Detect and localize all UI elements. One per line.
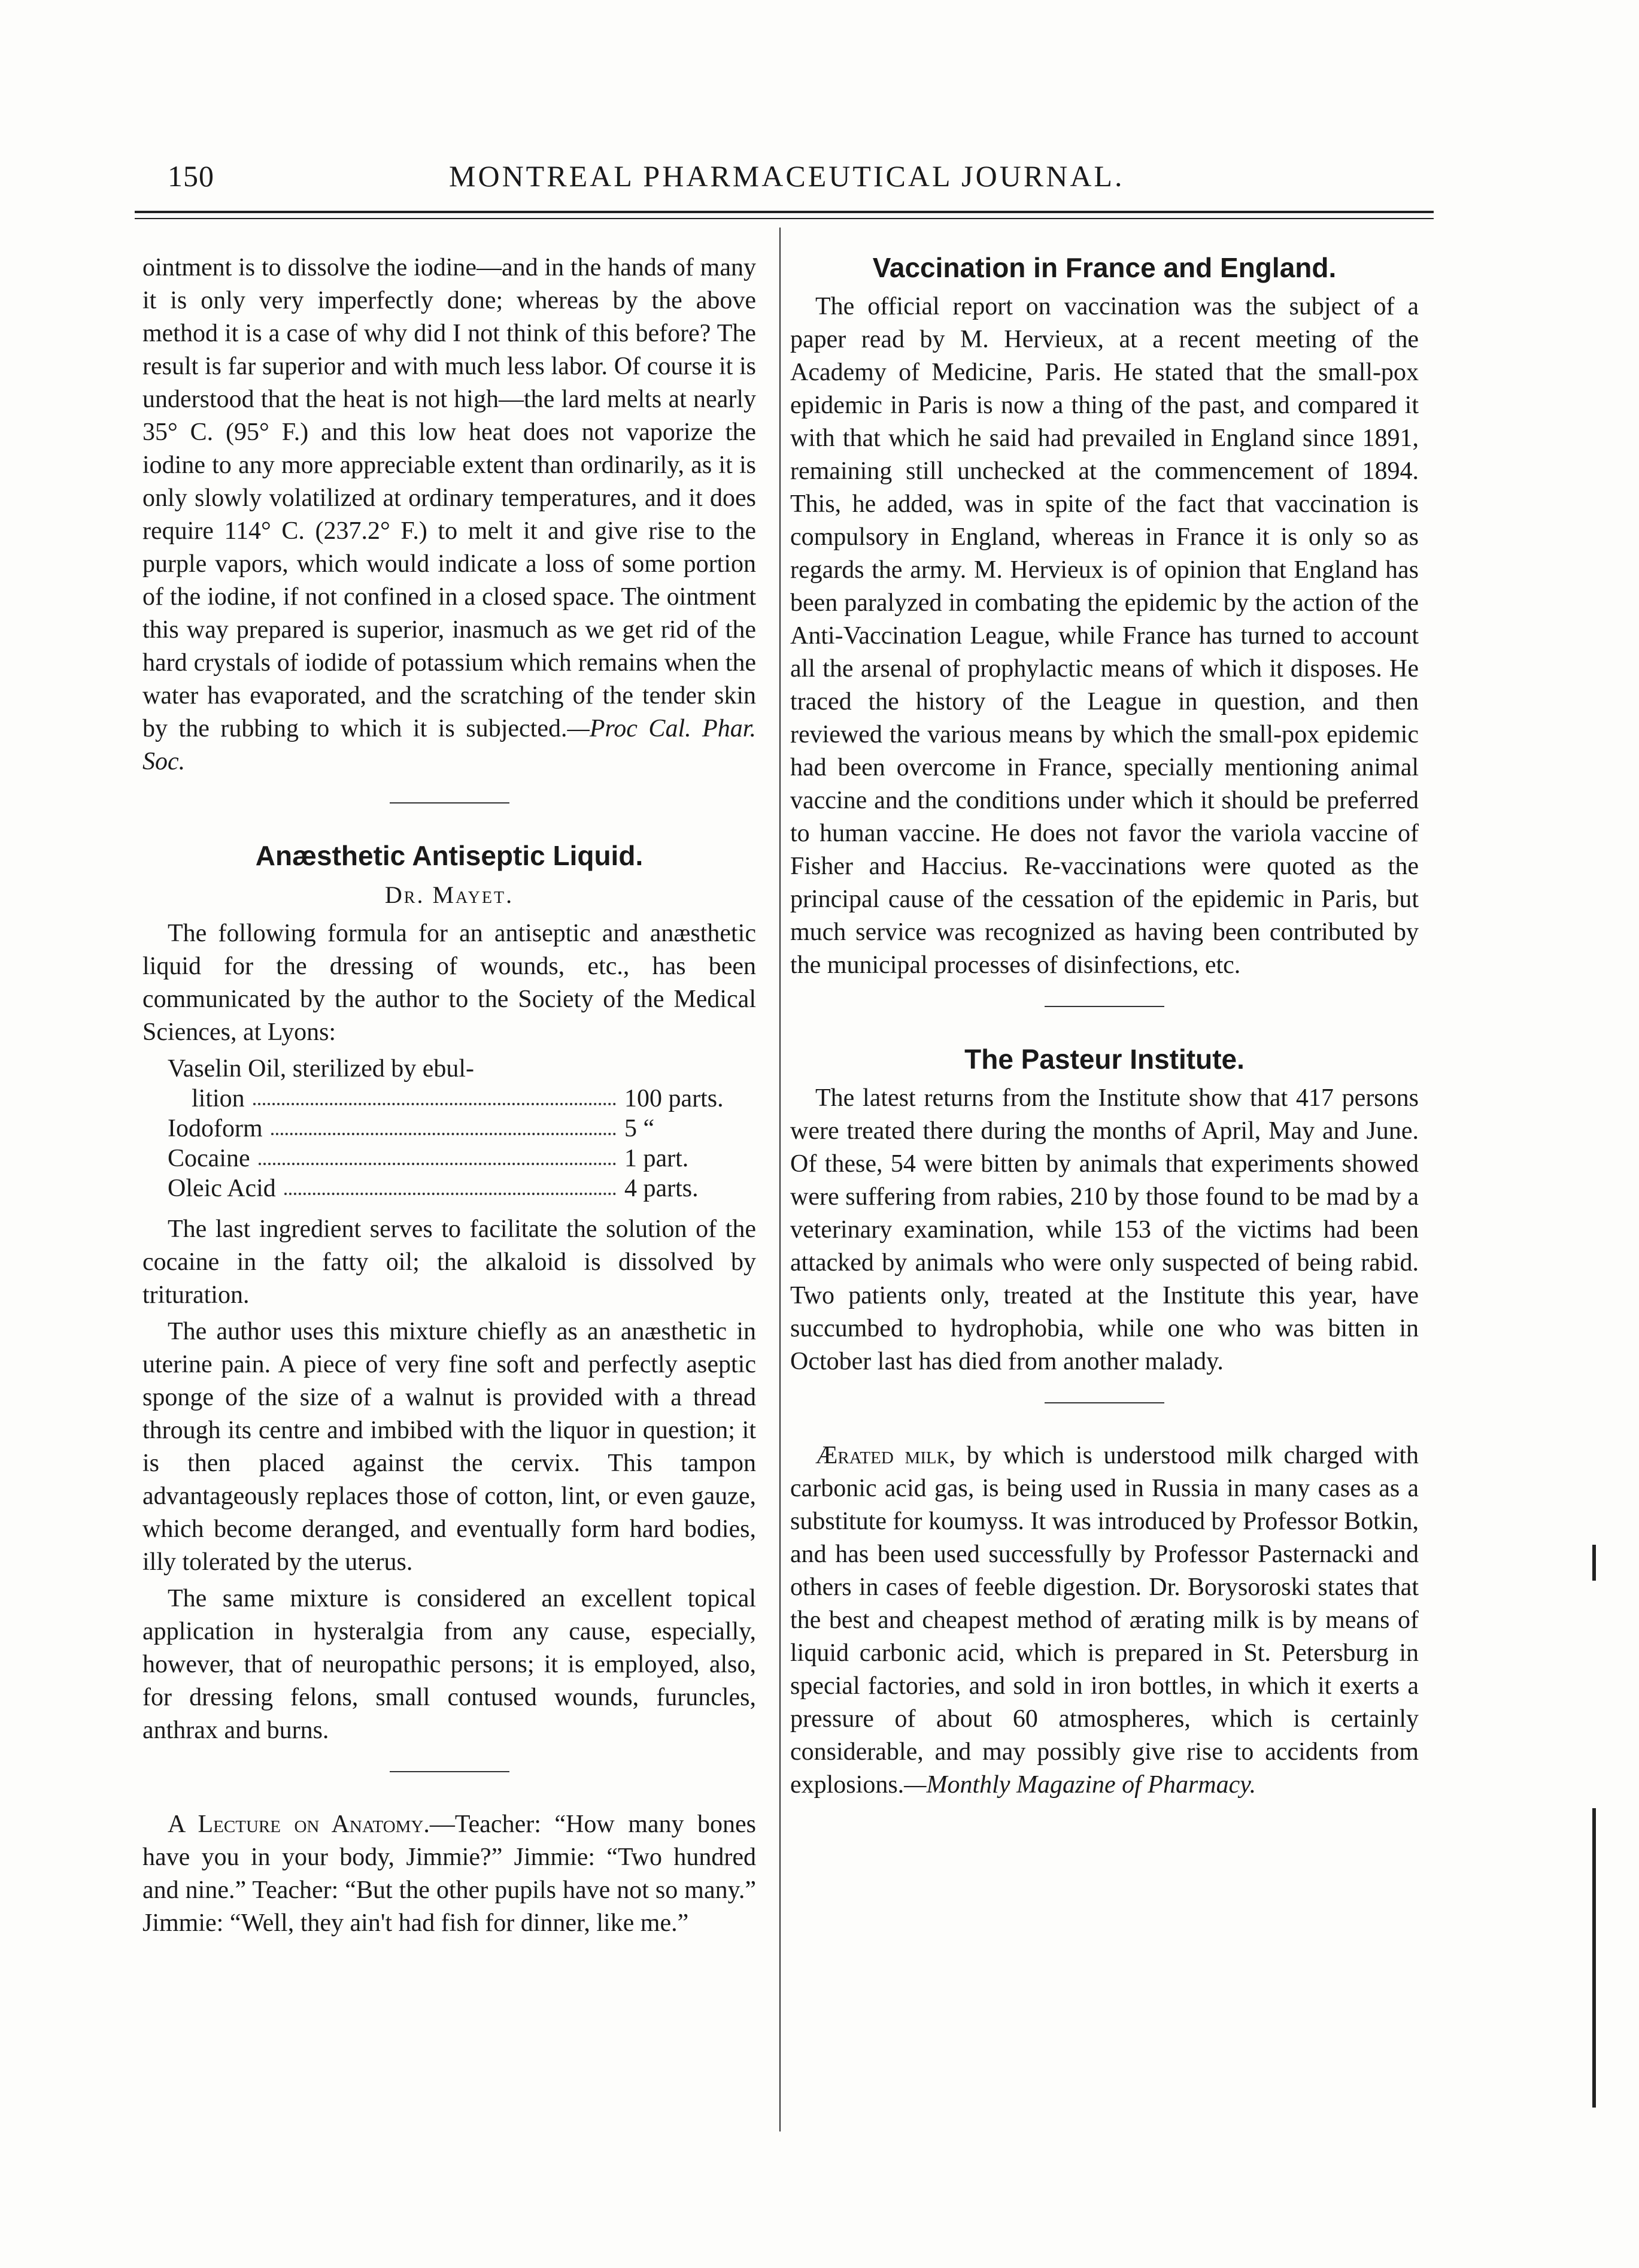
leader-dots <box>284 1174 616 1195</box>
header-rule <box>135 211 1434 213</box>
section-separator <box>1045 1402 1164 1403</box>
ointment-text: ointment is to dissolve the iodine—and in the hands of many it is only very imperfectly done; whereas by the above method it is a case of why did I not think of this before? The result is far superior and with much less labor. Of course it is understood that the heat is not high—the lard melts at nearly 35° C. (95° F.) and this low heat does not vaporize the iodine to any more appreciable extent than ordinarily, as it is only slowly volatilized at ordinary temperatures, and it does require 114° C. (237.2° F.) to melt it and give rise to the purple vapors, which would indicate a loss of some portion of the iodine, if not confined in a closed space. The ointment this way prepared is superior, inasmuch as we get rid of the hard crystals of iodide of potassium which remains when the water has evaporated, and the scratching of the tender skin by the rubbing to which it is subjected. <box>142 254 756 742</box>
anaesthetic-intro: The following formula for an antiseptic and anæsthetic liquid for the dressing of wounds, etc., has been communicated by the author to the Society of the Medical Sciences, at Lyons: <box>142 920 756 1046</box>
section-separator <box>1045 1006 1164 1007</box>
page-number: 150 <box>168 159 214 193</box>
anatomy-paragraph <box>142 1808 756 1940</box>
formula-item: lition <box>192 1085 245 1112</box>
vaccination-text: The official report on vaccination was the subject of a paper read by M. Hervieux, at a recent meeting of the Academy of Medicine, Paris. He stated that the small-pox epidemic in Paris is now a thing of the past, and compared it with that which he said had prevailed in England since 1891, remaining still unchecked at the commencement of 1894. This, he added, was in spite of the fact that vaccination is compulsory in England, whereas in France it is only so as regards the army. M. Hervieux is of opinion that England has been paralyzed in combating the epidemic by the action of the Anti-Vaccination League, while France has turned to account all the arsenal of prophylactic means of which it disposes. He traced the history of the League in question, and then reviewed the various means by which the small-pox epidemic had been overcome in France, specially mentioning animal vaccine and the conditions under which it should be preferred to human vaccine. He does not favor the variola vaccine of Fisher and Haccius. Re-vaccinations were quoted as the principal cause of the cessation of the epidemic in Paris, but much service was recognized as having been contributed by the municipal processes of disinfections, etc. <box>790 293 1419 979</box>
formula-item: Vaselin Oil, sterilized by ebul- <box>168 1055 475 1083</box>
ointment-source: —Proc Cal. Phar. Soc. <box>142 715 756 775</box>
formula-row <box>168 1144 756 1174</box>
leader-dots <box>271 1114 616 1135</box>
formula-item: Iodoform <box>168 1115 263 1142</box>
anaesthetic-para-1: The last ingredient serves to facilitate the solution of the cocaine in the fatty oil; the alkaloid is dissolved by trituration. <box>142 1215 756 1309</box>
pasteur-heading: The Pasteur Institute. <box>964 1044 1245 1075</box>
column-divider <box>779 228 781 2131</box>
formula-table <box>142 1054 756 1203</box>
formula-qty: 4 parts. <box>624 1175 699 1202</box>
pasteur-text: The latest returns from the Institute show that 417 persons were treated there during the months of April, May and June. Of these, 54 were bitten by animals that experiments showed were suffering from rabies, 210 by those found to be mad by a veterinary examination, while 153 of the victims had been attacked by animals who were only suspected of being rabid. Two patients only, treated at the Institute this year, have succumbed to hydrophobia, while one who was bitten in October last has died from another malady. <box>790 1084 1419 1375</box>
formula-item: Cocaine <box>168 1145 250 1172</box>
anaesthetic-para-3: The same mixture is considered an excellent topical application in hysteralgia from any cause, especially, however, that of neuropathic persons; it is employed, also, for dressing felons, small contused wounds, furuncles, anthrax and burns. <box>142 1585 756 1744</box>
aerated-source: —Monthly Magazine of Pharmacy. <box>904 1771 1256 1799</box>
formula-row <box>168 1114 756 1144</box>
margin-mark <box>1592 1545 1596 1581</box>
anaesthetic-para-2: The author uses this mixture chiefly as an anæsthetic in uterine pain. A piece of very fine soft and perfectly aseptic sponge of the size of a walnut is provided with a thread through its centre and imbibed with the liquor in question; it is then placed against the cervix. This tampon advantageously replaces those of cotton, lint, or even gauze, which become deranged, and eventually form hard bodies, illy tolerated by the uterus. <box>142 1318 756 1576</box>
section-separator <box>390 1771 509 1772</box>
anaesthetic-author: Dr. Mayet. <box>384 881 514 908</box>
ointment-paragraph <box>142 251 756 778</box>
formula-qty: 100 parts. <box>624 1085 724 1112</box>
formula-qty: 5 “ <box>624 1115 655 1142</box>
right-column <box>790 251 1419 1805</box>
page-header <box>162 153 1431 201</box>
formula-item: Oleic Acid <box>168 1175 276 1202</box>
margin-mark <box>1592 1808 1596 2108</box>
aerated-paragraph <box>790 1439 1419 1802</box>
section-separator <box>390 802 509 803</box>
anatomy-text: —Teacher: “How many bones have you in your body, Jimmie?” Jimmie: “Two hundred and nine.” Teacher: “But the other pupils have not so many.” Jimmie: “Well, they ain't had fish for dinner, like me.” <box>142 1811 757 1937</box>
formula-qty: 1 part. <box>624 1145 689 1172</box>
leader-dots <box>259 1144 616 1165</box>
journal-title: MONTREAL PHARMACEUTICAL JOURNAL. <box>449 159 1125 193</box>
formula-row <box>168 1174 756 1203</box>
leader-dots <box>253 1084 616 1105</box>
vaccination-heading: Vaccination in France and England. <box>872 252 1337 283</box>
left-column <box>142 251 756 1943</box>
aerated-lead: Ærated milk, <box>815 1442 956 1469</box>
header-rule-thin <box>135 218 1434 219</box>
formula-row <box>168 1054 756 1084</box>
aerated-text: by which is understood milk charged with carbonic acid gas, is being used in Russia in many cases as a substitute for koumyss. It was introduced by Professor Botkin, and has been used successfully by Professor Pasternacki and others in cases of feeble digestion. Dr. Borysoroski states that the best and cheapest method of ærating milk is by means of liquid carbonic acid, which is prepared in St. Petersburg in special factories, and sold in iron bottles, in which it exerts a pressure of about 60 atmospheres, which is certainly considerable, and may possibly give rise to accidents from explosions. <box>790 1442 1419 1799</box>
anatomy-lead: A Lecture on Anatomy. <box>168 1811 430 1838</box>
anaesthetic-heading: Anæsthetic Antiseptic Liquid. <box>255 840 644 871</box>
formula-row <box>168 1084 756 1114</box>
